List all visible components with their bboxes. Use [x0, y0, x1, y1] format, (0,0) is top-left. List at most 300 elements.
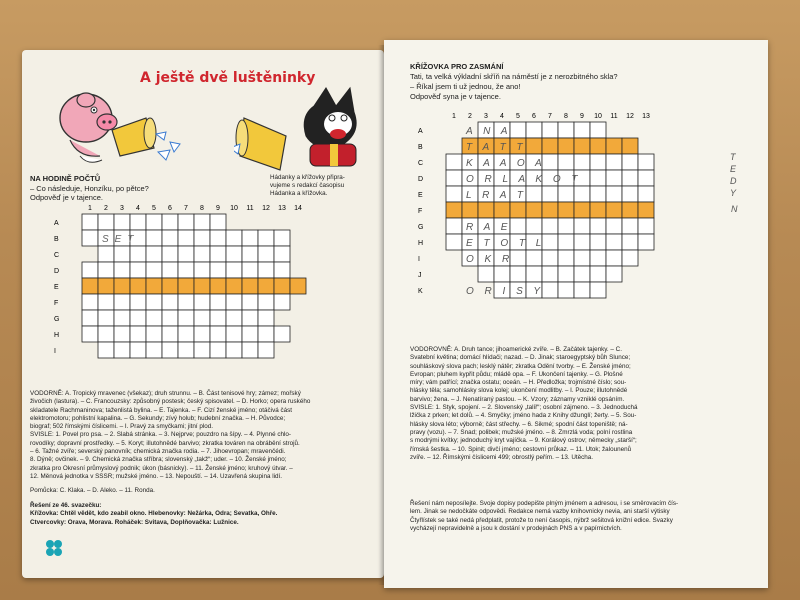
crossword-cell[interactable] — [82, 326, 98, 342]
crossword-cell[interactable] — [274, 294, 290, 310]
crossword-cell[interactable] — [622, 138, 638, 154]
crossword-cell[interactable] — [590, 186, 606, 202]
crossword-cell[interactable] — [242, 262, 258, 278]
crossword-cell[interactable] — [638, 202, 654, 218]
svg-text:N: N — [731, 204, 738, 214]
text-line: Čtyřlístek se také nedá předplatit, protože to není časopis, nýbrž sešitová knižní edice. Svazky — [410, 516, 673, 524]
crossword-cell[interactable] — [178, 278, 194, 294]
crossword-cell[interactable] — [542, 282, 558, 298]
editorial-footer — [410, 500, 762, 533]
puzzle2-prompt-3: Odpověď syna je v tajence. — [410, 92, 501, 101]
crossword-cell[interactable] — [194, 326, 210, 342]
puzzle1-prompt-2: Odpověď je v tajence. — [30, 193, 103, 202]
crossword-cell[interactable] — [114, 342, 130, 358]
crossword-cell[interactable] — [194, 294, 210, 310]
text-line: Křížovka: Chtěl vědět, kdo zeabil okno. Hlebenovky: Nežárka, Odra; Sevatka, Ohře. — [30, 510, 278, 518]
crossword-cell[interactable] — [274, 278, 290, 294]
crossword-cell[interactable] — [558, 250, 574, 266]
puzzle1-pomucka: Pomůcka: C. Klaka. – D. Aleko. – 11. Ronda. — [30, 487, 155, 494]
column-number: 14 — [294, 205, 302, 212]
text-line: zvíře. – 12. Římskými číslicemi 499; obrostlý peřím. – 13. Utěcha. — [410, 453, 594, 461]
handwritten-answer: SET — [102, 234, 140, 245]
crossword-cell[interactable] — [574, 138, 590, 154]
row-letter: B — [54, 236, 59, 243]
crossword-cell[interactable] — [542, 122, 558, 138]
crossword-cell[interactable] — [130, 278, 146, 294]
crossword-cell[interactable] — [162, 230, 178, 246]
crossword-cell[interactable] — [242, 342, 258, 358]
crossword-cell[interactable] — [606, 138, 622, 154]
text-line: VODORNĚ: A. Tropický mravenec (všekaz); druh strunnu. – B. Část tenisové hry; zámez; mořský — [30, 390, 301, 397]
crossword-cell[interactable] — [558, 282, 574, 298]
crossword-cell[interactable] — [242, 310, 258, 326]
crossword-cell[interactable] — [226, 326, 242, 342]
row-letter: I — [418, 256, 420, 263]
crossword-cell[interactable] — [606, 202, 622, 218]
crossword-cell[interactable] — [510, 202, 526, 218]
crossword-cell[interactable] — [558, 138, 574, 154]
row-letter: F — [54, 300, 59, 307]
right-page — [384, 40, 768, 588]
crossword-cell[interactable] — [82, 310, 98, 326]
text-line: barvivo; žena. – J. Nenatíraný pastou. – K. Vzory; záznamy vzniklé opsáním. — [410, 395, 625, 403]
crossword-cell[interactable] — [210, 230, 226, 246]
crossword-cell[interactable] — [226, 342, 242, 358]
crossword-cell[interactable] — [274, 262, 290, 278]
crossword-cell[interactable] — [130, 294, 146, 310]
crossword-cell[interactable] — [98, 278, 114, 294]
crossword-cell[interactable] — [638, 234, 654, 250]
crossword-cell[interactable] — [606, 170, 622, 186]
crossword-cell[interactable] — [590, 202, 606, 218]
crossword-cell[interactable] — [574, 202, 590, 218]
text-line: biograf; 502 římskými číslicemi. – I. Pravý za smyčkami; jitní plod. — [30, 423, 214, 431]
column-number: 12 — [262, 205, 270, 212]
crossword-cell[interactable] — [526, 218, 542, 234]
crossword-cell[interactable] — [462, 202, 478, 218]
crossword-cell[interactable] — [242, 326, 258, 342]
row-letter: C — [54, 252, 60, 259]
crossword-cell[interactable] — [258, 326, 274, 342]
crossword-cell[interactable] — [130, 326, 146, 342]
crossword-cell[interactable] — [194, 262, 210, 278]
crossword-cell[interactable] — [130, 342, 146, 358]
crossword-cell[interactable] — [510, 122, 526, 138]
crossword-cell[interactable] — [542, 202, 558, 218]
crossword-cell[interactable] — [210, 262, 226, 278]
crossword-cell[interactable] — [638, 154, 654, 170]
crossword-cell[interactable] — [194, 246, 210, 262]
crossword-cell[interactable] — [98, 310, 114, 326]
row-letter: D — [418, 176, 424, 183]
column-number: 10 — [230, 205, 238, 212]
crossword-cell[interactable] — [574, 266, 590, 282]
crossword-cell[interactable] — [82, 278, 98, 294]
crossword-cell[interactable] — [82, 294, 98, 310]
crossword-cell[interactable] — [130, 262, 146, 278]
column-number: 7 — [548, 113, 552, 120]
previous-solutions — [30, 502, 376, 527]
puzzle1-note-1: Hádanky a křížovky připra- — [270, 174, 345, 181]
crossword-cell[interactable] — [526, 266, 542, 282]
crossword-cell[interactable] — [226, 230, 242, 246]
crossword-cell[interactable] — [114, 262, 130, 278]
crossword-cell[interactable] — [574, 186, 590, 202]
crossword-cell[interactable] — [494, 202, 510, 218]
row-letter: I — [54, 348, 56, 355]
crossword-cell[interactable] — [258, 246, 274, 262]
crossword-cell[interactable] — [194, 230, 210, 246]
crossword-cell[interactable] — [622, 154, 638, 170]
crossword-cell[interactable] — [574, 250, 590, 266]
handwritten-answer: E T O T L — [466, 238, 546, 249]
crossword-cell[interactable] — [146, 214, 162, 230]
crossword-cell[interactable] — [146, 310, 162, 326]
row-letter: C — [418, 160, 424, 167]
crossword-cell[interactable] — [178, 310, 194, 326]
handwritten-answer: O K R — [466, 254, 514, 265]
crossword-cell[interactable] — [622, 234, 638, 250]
crossword-cell[interactable] — [178, 230, 194, 246]
crossword-cell[interactable] — [82, 262, 98, 278]
column-number: 1 — [452, 113, 456, 120]
crossword-cell[interactable] — [622, 218, 638, 234]
paper-pieces-left — [152, 128, 192, 168]
text-line: 12. Měnová jednotka v SSSR; mužské jméno. – 13. Nepouští. – 14. Uzavřená skupina lidí. — [30, 472, 283, 480]
crossword-cell[interactable] — [606, 186, 622, 202]
text-line: Evropan; pluhem kypřit půdu; mládě opa. – F. Ukončení tajenky. – G. Plošné — [410, 370, 623, 378]
crossword-cell[interactable] — [274, 326, 290, 342]
column-number: 8 — [200, 205, 204, 212]
column-number: 5 — [152, 205, 156, 212]
crossword-cell[interactable] — [210, 214, 226, 230]
crossword-cell[interactable] — [590, 266, 606, 282]
row-letter: G — [54, 316, 60, 323]
puzzle2-clues — [410, 346, 762, 462]
clover-logo-icon — [44, 538, 64, 558]
column-number: 2 — [104, 205, 108, 212]
crossword-cell[interactable] — [446, 234, 462, 250]
crossword-cell[interactable] — [446, 154, 462, 170]
crossword-cell[interactable] — [258, 310, 274, 326]
crossword-cell[interactable] — [146, 326, 162, 342]
crossword-cell[interactable] — [114, 278, 130, 294]
crossword-cell[interactable] — [590, 154, 606, 170]
text-line: vycházejí nepravidelně a jsou k dostání v prodejnách PNS a v papírnictvích. — [410, 524, 622, 532]
column-number: 5 — [516, 113, 520, 120]
left-page — [22, 50, 384, 578]
crossword-cell[interactable] — [226, 310, 242, 326]
crossword-cell[interactable] — [194, 342, 210, 358]
crossword-cell[interactable] — [162, 342, 178, 358]
text-line: SVISLE: 1. Povel pro psa. – 2. Slabá stránka. – 3. Nejprve; pouzdro na šípy. – 4. Plynné chlo- — [30, 431, 292, 439]
crossword-cell[interactable] — [194, 310, 210, 326]
crossword-cell[interactable] — [606, 154, 622, 170]
row-letter: G — [418, 224, 424, 231]
row-letter: E — [54, 284, 59, 291]
crossword-cell[interactable] — [638, 170, 654, 186]
row-letter: B — [418, 144, 423, 151]
crossword-cell[interactable] — [82, 230, 98, 246]
crossword-cell[interactable] — [606, 218, 622, 234]
text-line: Svatební květina; domácí hlídači; nazad. – D. Jinak; staroegyptský bůh Slunce; — [410, 354, 631, 362]
crossword-cell[interactable] — [622, 250, 638, 266]
svg-text:E: E — [730, 164, 737, 174]
text-line: římská šestka. – 10. Spinit; divčí jméno; cestovní průkaz. – 11. Utok; žalounenů — [410, 445, 632, 453]
crossword-cell[interactable] — [558, 154, 574, 170]
text-line: Řešení nám neposílejte. Svoje dopisy podepište plným jménem a adresou, i se směrovacím čís- — [410, 500, 679, 507]
svg-text:D: D — [730, 176, 737, 186]
handwritten-answer: T A T T — [466, 142, 527, 153]
crossword-cell[interactable] — [258, 278, 274, 294]
crossword-cell[interactable] — [446, 202, 462, 218]
row-letter: D — [54, 268, 60, 275]
puzzle2-title: KŘÍŽOVKA PRO ZASMÁNÍ — [410, 62, 504, 71]
column-number: 12 — [626, 113, 634, 120]
crossword-cell[interactable] — [114, 310, 130, 326]
crossword-cell[interactable] — [638, 218, 654, 234]
crossword-cell[interactable] — [146, 246, 162, 262]
crossword-cell[interactable] — [574, 234, 590, 250]
crossword-cell[interactable] — [82, 214, 98, 230]
crossword-cell[interactable] — [178, 342, 194, 358]
crossword-grid-2 — [414, 108, 714, 340]
text-line: s modrými kvítky; jednoduchý kryt vajíčka. – 9. Korálový ostrov; německy „starší“; — [410, 437, 637, 445]
column-number: 9 — [580, 113, 584, 120]
crossword-cell[interactable] — [178, 214, 194, 230]
crossword-cell[interactable] — [622, 202, 638, 218]
crossword-cell[interactable] — [98, 294, 114, 310]
crossword-cell[interactable] — [542, 186, 558, 202]
crossword-cell[interactable] — [226, 278, 242, 294]
crossword-cell[interactable] — [558, 266, 574, 282]
crossword-cell[interactable] — [162, 326, 178, 342]
crossword-cell[interactable] — [98, 246, 114, 262]
crossword-cell[interactable] — [574, 154, 590, 170]
crossword-cell[interactable] — [526, 250, 542, 266]
row-letter: H — [418, 240, 424, 247]
crossword-cell[interactable] — [638, 186, 654, 202]
column-number: 4 — [500, 113, 504, 120]
crossword-cell[interactable] — [510, 218, 526, 234]
crossword-cell[interactable] — [162, 278, 178, 294]
crossword-cell[interactable] — [446, 218, 462, 234]
crossword-cell[interactable] — [242, 230, 258, 246]
handwritten-answer: O R L A K O T — [466, 174, 582, 185]
crossword-cell[interactable] — [114, 246, 130, 262]
handwritten-answer: R A E — [466, 222, 512, 233]
puzzle1-prompt-1: – Co následuje, Honzíku, po pětce? — [30, 184, 149, 193]
crossword-cell[interactable] — [258, 342, 274, 358]
crossword-cell[interactable] — [242, 294, 258, 310]
puzzle1-title: NA HODINĚ POČTŮ — [30, 174, 101, 183]
crossword-cell[interactable] — [210, 246, 226, 262]
text-line: zkratka pro Okresní průmyslový podnik; úkon (básnicky). – 11. Ženské jméno; kruhový útvar. – — [30, 464, 293, 472]
handwritten-answer: L R A T — [466, 190, 527, 201]
crossword-cell[interactable] — [162, 214, 178, 230]
puzzle1-clues — [30, 390, 376, 481]
crossword-cell[interactable] — [590, 122, 606, 138]
crossword-cell[interactable] — [558, 218, 574, 234]
row-letter: H — [54, 332, 60, 339]
text-line: Ctvercovky: Orava, Morava. Roháček: Svitava, Doplňovačka: Lužnice. — [30, 518, 239, 526]
text-line: SVISLE: 1. Styk, spojení. – 2. Slovenský „talíř“; osobní zájmeno. – 3. Jednoduchá — [410, 404, 638, 412]
crossword-cell[interactable] — [494, 266, 510, 282]
crossword-cell[interactable] — [146, 294, 162, 310]
crossword-cell[interactable] — [146, 342, 162, 358]
row-letter: K — [418, 288, 423, 295]
crossword-cell[interactable] — [98, 342, 114, 358]
crossword-cell[interactable] — [210, 342, 226, 358]
crossword-cell[interactable] — [130, 246, 146, 262]
cat-illustration — [234, 78, 374, 173]
crossword-cell[interactable] — [146, 278, 162, 294]
crossword-cell[interactable] — [114, 294, 130, 310]
crossword-cell[interactable] — [178, 262, 194, 278]
crossword-cell[interactable] — [146, 262, 162, 278]
text-line: hlásky těla; samohlásky slova kolej; ukončení modlitby. – I. Pouze; illutohnědé — [410, 387, 628, 395]
crossword-cell[interactable] — [162, 262, 178, 278]
crossword-cell[interactable] — [258, 262, 274, 278]
crossword-cell[interactable] — [274, 246, 290, 262]
crossword-cell[interactable] — [114, 214, 130, 230]
handwritten-answer: K A A O A — [466, 158, 546, 169]
crossword-cell[interactable] — [194, 214, 210, 230]
margin-handwriting — [720, 150, 750, 230]
crossword-cell[interactable] — [590, 282, 606, 298]
crossword-cell[interactable] — [478, 202, 494, 218]
text-line: rovodíky; dopravní prostředky. – 5. Koryt; illutohnědé barvivo; zkratka továren na obrábění strojů. — [30, 439, 300, 447]
column-number: 10 — [594, 113, 602, 120]
crossword-cell[interactable] — [526, 122, 542, 138]
crossword-cell[interactable] — [274, 230, 290, 246]
crossword-cell[interactable] — [574, 282, 590, 298]
column-number: 1 — [88, 205, 92, 212]
text-line: hlásky slova léto; výborně; část střechy. – 6. Sikmé; spodní část topeniště; ná- — [410, 420, 628, 428]
row-letter: F — [418, 208, 423, 215]
crossword-cell[interactable] — [590, 170, 606, 186]
crossword-cell[interactable] — [210, 278, 226, 294]
crossword-cell[interactable] — [258, 230, 274, 246]
crossword-grid-1 — [50, 200, 370, 390]
crossword-cell[interactable] — [446, 170, 462, 186]
text-line: – 6. Tažné zvíře; severský panovník; chemická značka rodia. – 7. Jihoevropan; mravenčédi. — [30, 448, 286, 456]
puzzle2-prompt-2: – Říkal jsem ti už jednou, že ano! — [410, 82, 521, 91]
crossword-cell[interactable] — [258, 294, 274, 310]
crossword-cell[interactable] — [526, 186, 542, 202]
row-letter: A — [54, 220, 59, 227]
column-number: 6 — [532, 113, 536, 120]
crossword-cell[interactable] — [130, 310, 146, 326]
crossword-cell[interactable] — [242, 278, 258, 294]
crossword-cell[interactable] — [590, 138, 606, 154]
puzzle1-note-3: Hádanka a křížovka. — [270, 190, 328, 197]
column-number: 7 — [184, 205, 188, 212]
row-letter: J — [418, 272, 422, 279]
crossword-cell[interactable] — [130, 214, 146, 230]
crossword-cell[interactable] — [542, 266, 558, 282]
crossword-cell[interactable] — [98, 262, 114, 278]
crossword-cell[interactable] — [114, 326, 130, 342]
crossword-cell[interactable] — [526, 138, 542, 154]
crossword-cell[interactable] — [290, 278, 306, 294]
crossword-cell[interactable] — [510, 266, 526, 282]
crossword-cell[interactable] — [226, 294, 242, 310]
crossword-cell[interactable] — [558, 202, 574, 218]
crossword-cell[interactable] — [178, 294, 194, 310]
crossword-cell[interactable] — [574, 218, 590, 234]
column-number: 11 — [246, 205, 254, 212]
column-number: 2 — [468, 113, 472, 120]
crossword-cell[interactable] — [526, 202, 542, 218]
crossword-cell[interactable] — [210, 326, 226, 342]
crossword-cell[interactable] — [162, 294, 178, 310]
crossword-cell[interactable] — [558, 186, 574, 202]
column-number: 8 — [564, 113, 568, 120]
crossword-cell[interactable] — [178, 326, 194, 342]
text-line: míry; vám patřící; značka ostatu; oceán. – H. Předložka; trojmístné číslo; sou- — [410, 379, 627, 387]
crossword-cell[interactable] — [98, 214, 114, 230]
crossword-cell[interactable] — [478, 266, 494, 282]
handwritten-answer: O R I S Y — [466, 286, 545, 297]
column-number: 13 — [278, 205, 286, 212]
crossword-cell[interactable] — [558, 122, 574, 138]
crossword-cell[interactable] — [210, 294, 226, 310]
crossword-cell[interactable] — [558, 234, 574, 250]
crossword-cell[interactable] — [194, 278, 210, 294]
crossword-cell[interactable] — [210, 310, 226, 326]
crossword-cell[interactable] — [226, 246, 242, 262]
crossword-cell[interactable] — [574, 122, 590, 138]
crossword-cell[interactable] — [606, 234, 622, 250]
text-line: pravy (vozu). – 7. Snad; polibek; mužské jméno. – 8. Zmrzlá voda; polní rostlina — [410, 428, 633, 436]
row-letter: E — [418, 192, 423, 199]
crossword-cell[interactable] — [542, 138, 558, 154]
crossword-cell[interactable] — [162, 310, 178, 326]
text-line: lžička z prken; let dolů. – 4. Smyčky; jméno hada z Knihy džunglí; žerty. – 5. Sou- — [410, 412, 637, 420]
svg-text:T: T — [730, 152, 736, 162]
crossword-cell[interactable] — [446, 186, 462, 202]
text-line: souhláskový slova pach; lesklý nátěr; zkratka Odění tvorby. – E. Ženské jméno; — [410, 362, 631, 370]
crossword-cell[interactable] — [178, 246, 194, 262]
column-number: 3 — [120, 205, 124, 212]
crossword-cell[interactable] — [226, 262, 242, 278]
column-number: 11 — [610, 113, 618, 120]
row-letter: A — [418, 128, 423, 135]
crossword-cell[interactable] — [606, 250, 622, 266]
puzzle2-prompt-1: Tati, ta velká výkladní skříň na náměstí je z nerozbitného skla? — [410, 72, 618, 81]
crossword-cell[interactable] — [590, 250, 606, 266]
crossword-cell[interactable] — [622, 170, 638, 186]
crossword-cell[interactable] — [98, 326, 114, 342]
crossword-cell[interactable] — [542, 250, 558, 266]
svg-text:Y: Y — [730, 188, 737, 198]
column-number: 13 — [642, 113, 650, 120]
puzzle1-note-2: vujeme s redakcí časopisu — [270, 182, 345, 189]
crossword-cell[interactable] — [146, 230, 162, 246]
crossword-cell[interactable] — [606, 266, 622, 282]
crossword-cell[interactable] — [542, 218, 558, 234]
text-line: VODOROVNĚ: A. Druh tance; jihoamerické zvíře. – B. Začátek tajenky. – C. — [410, 346, 622, 353]
text-line: 8. Dýně; ovčinek. – 9. Chemická značka stříbra; slovenský „takž“; uder. – 10. Ženské jméno; — [30, 456, 287, 464]
crossword-cell[interactable] — [590, 218, 606, 234]
crossword-cell[interactable] — [590, 234, 606, 250]
header-title: A ještě dvě luštěninky — [140, 70, 316, 86]
crossword-cell[interactable] — [622, 186, 638, 202]
text-line: elektromotoru; pohlistní kapalina. – G. Sekundy; zívý holub; hudební značka. – H. Původce; — [30, 414, 286, 422]
crossword-cell[interactable] — [162, 246, 178, 262]
crossword-cell[interactable] — [242, 246, 258, 262]
